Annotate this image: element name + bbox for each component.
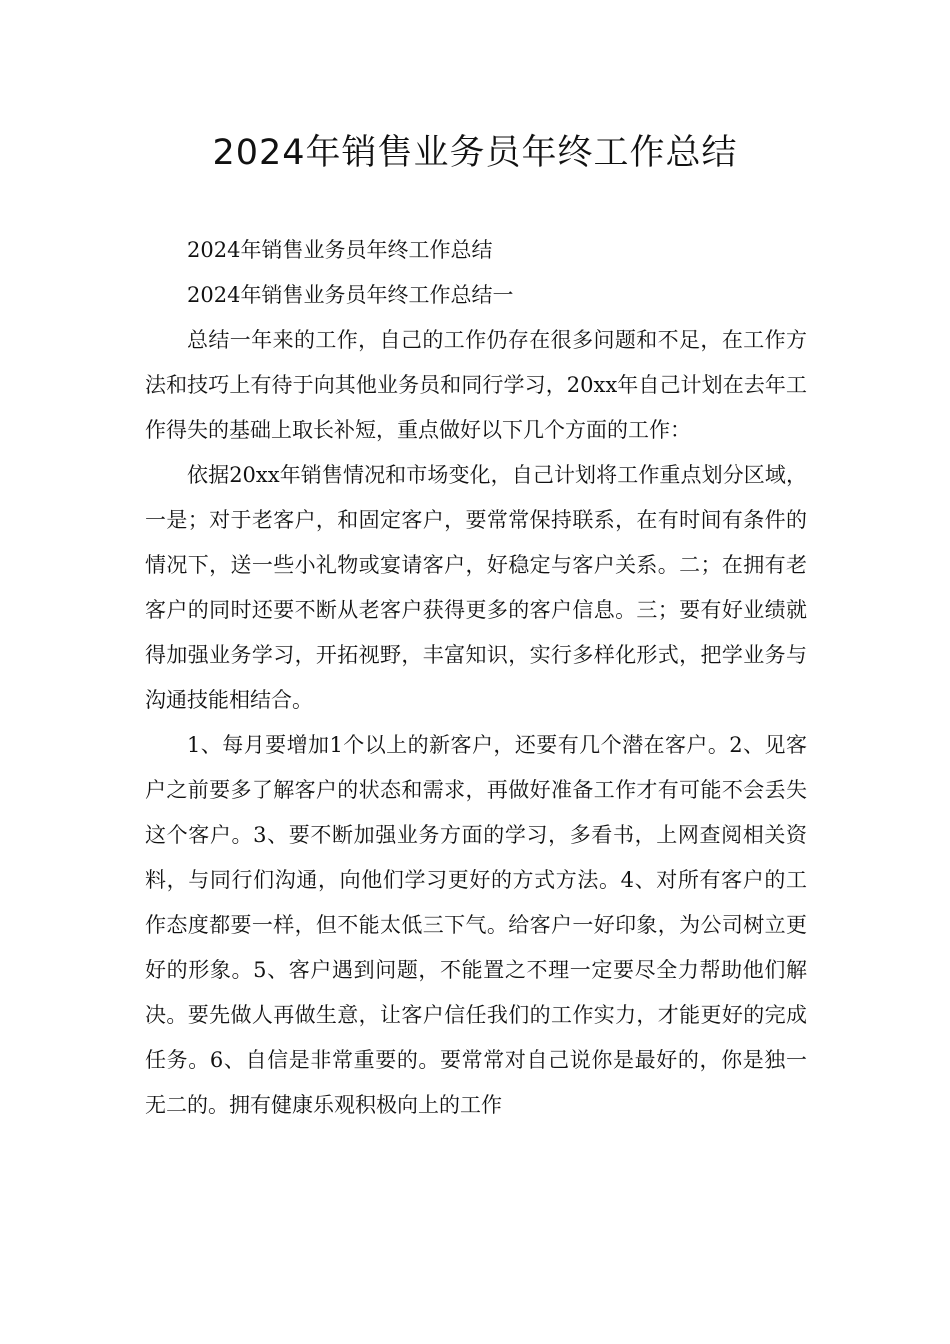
paragraph-section-heading: 2024年销售业务员年终工作总结一 [187, 283, 514, 307]
paragraph-plan: 依据20xx年销售情况和市场变化，自己计划将工作重点划分区域，一是；对于老客户，和固定客户，要常常保持联系，在有时间有条件的情况下，送一些小礼物或宴请客户，好稳定与客户关系。二；在拥有老客户的同时还要不断从老客户获得更多的客户信息。三；要有好业绩就得加强业务学习，开拓视野，丰富知识，实行多样化形式，把学业务与沟通技能相结合。 [145, 463, 807, 712]
document-body [145, 228, 807, 1128]
paragraph-subtitle: 2024年销售业务员年终工作总结 [187, 238, 493, 262]
paragraph-goals: 1、每月要增加1个以上的新客户，还要有几个潜在客户。2、见客户之前要多了解客户的状态和需求，再做好准备工作才有可能不会丢失这个客户。3、要不断加强业务方面的学习，多看书，上网查阅相关资料，与同行们沟通，向他们学习更好的方式方法。4、对所有客户的工作态度都要一样，但不能太低三下气。给客户一好印象，为公司树立更好的形象。5、客户遇到问题，不能置之不理一定要尽全力帮助他们解决。要先做人再做生意，让客户信任我们的工作实力，才能更好的完成任务。6、自信是非常重要的。要常常对自己说你是最好的，你是独一无二的。拥有健康乐观积极向上的工作 [145, 733, 807, 1117]
paragraph-summary: 总结一年来的工作，自己的工作仍存在很多问题和不足，在工作方法和技巧上有待于向其他业务员和同行学习，20xx年自己计划在去年工作得失的基础上取长补短，重点做好以下几个方面的工作： [145, 328, 807, 442]
document-title: 2024年销售业务员年终工作总结 [212, 133, 738, 173]
